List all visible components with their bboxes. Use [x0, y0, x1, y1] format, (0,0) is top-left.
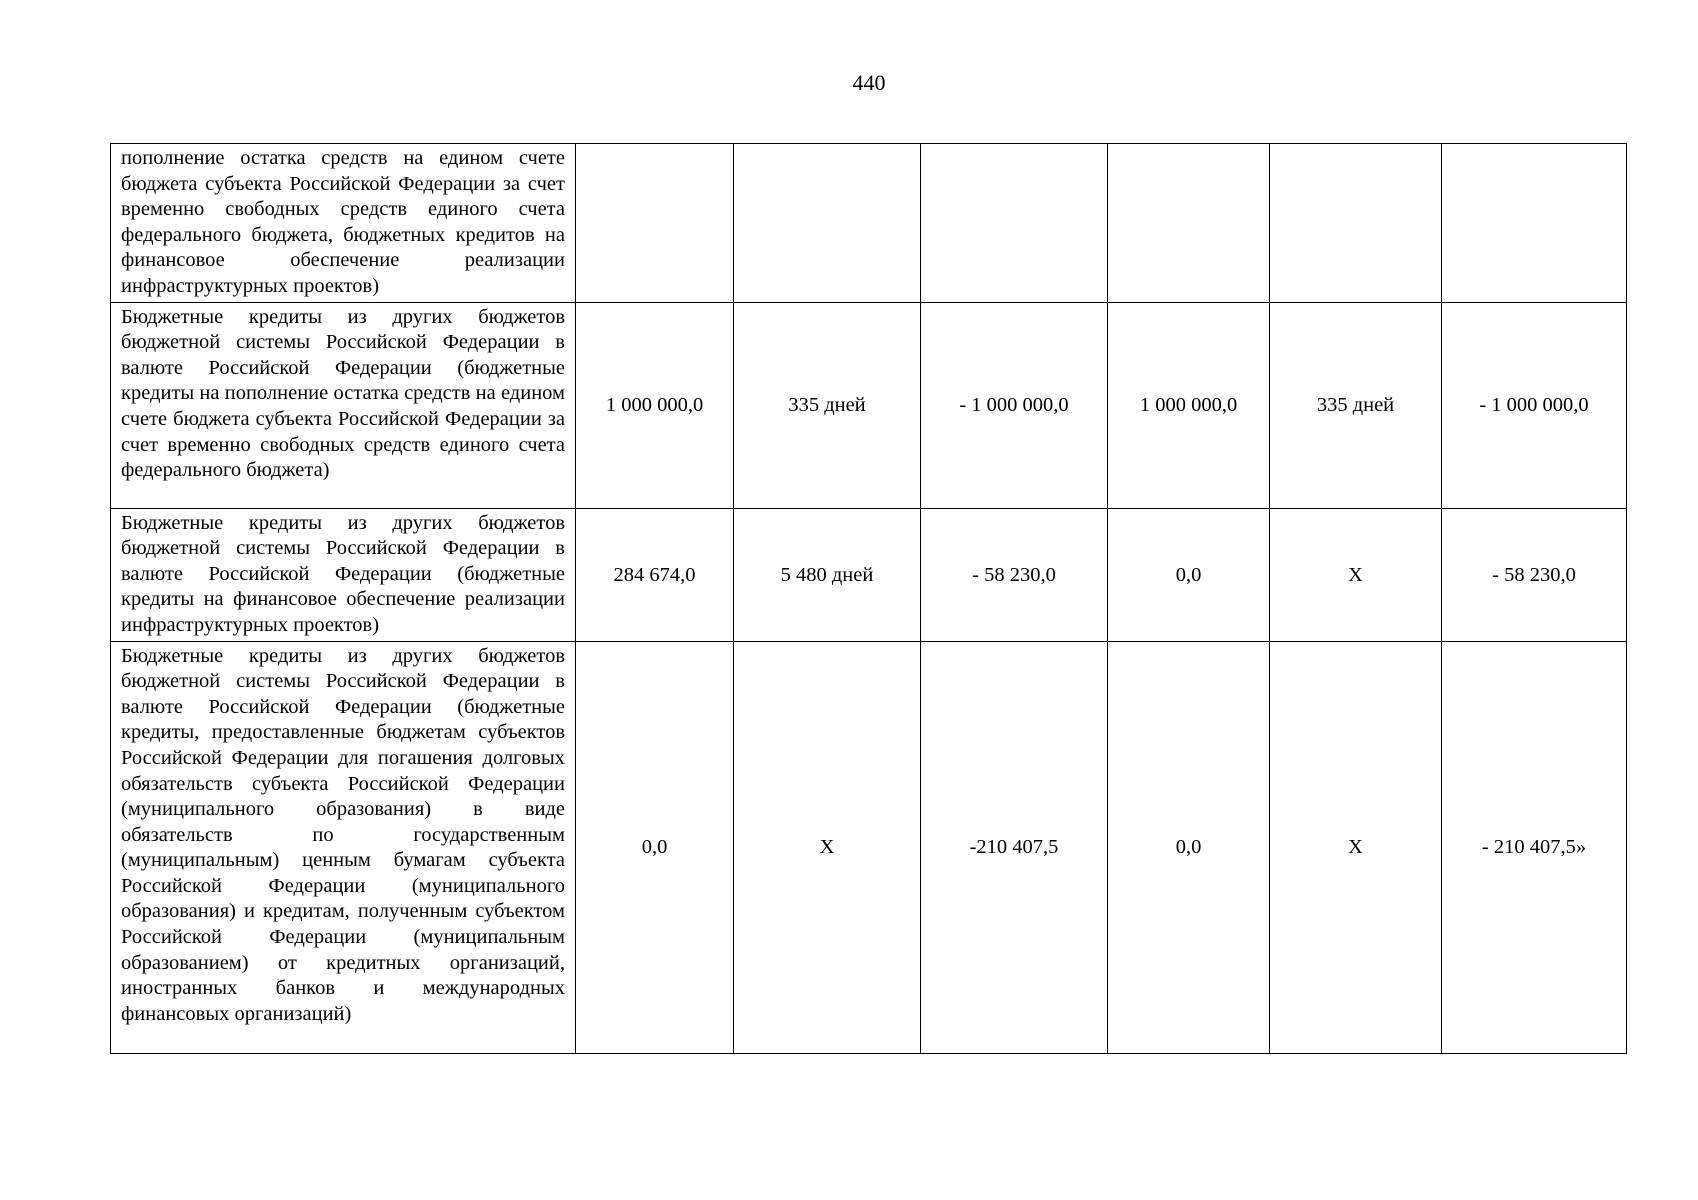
table-cell: 0,0 — [576, 641, 734, 1053]
table-cell: 0,0 — [1108, 641, 1270, 1053]
table-cell: Х — [734, 641, 921, 1053]
table-cell: Х — [1270, 508, 1442, 641]
row-description: пополнение остатка средств на едином счете бюджета субъекта Российской Федерации за счет временно свободных средств единого счета федерального бюджета, бюджетных кредитов на финансовое обеспечение реализации инфраструктурных проектов) — [111, 144, 576, 303]
table-cell: - 210 407,5» — [1442, 641, 1627, 1053]
table-row — [111, 641, 1627, 1053]
table-cell: - 1 000 000,0 — [1442, 302, 1627, 508]
table-cell: 1 000 000,0 — [1108, 302, 1270, 508]
table-cell: -210 407,5 — [921, 641, 1108, 1053]
table-cell: Х — [1270, 641, 1442, 1053]
table-cell: 335 дней — [734, 302, 921, 508]
table-cell: 335 дней — [1270, 302, 1442, 508]
table-cell — [576, 144, 734, 303]
table-cell — [1442, 144, 1627, 303]
row-description: Бюджетные кредиты из других бюджетов бюджетной системы Российской Федерации в валюте Российской Федерации (бюджетные кредиты на финансовое обеспечение реализации инфраструктурных проектов) — [111, 508, 576, 641]
row-description: Бюджетные кредиты из других бюджетов бюджетной системы Российской Федерации в валюте Российской Федерации (бюджетные кредиты на пополнение остатка средств на едином счете бюджета субъекта Российской Федерации за счет временно свободных средств единого счета федерального бюджета) — [111, 302, 576, 508]
table-cell — [1108, 144, 1270, 303]
budget-credits-table — [110, 143, 1627, 1054]
table-row — [111, 144, 1627, 303]
table-cell: - 58 230,0 — [1442, 508, 1627, 641]
table-cell — [734, 144, 921, 303]
table-cell — [1270, 144, 1442, 303]
row-description: Бюджетные кредиты из других бюджетов бюджетной системы Российской Федерации в валюте Российской Федерации (бюджетные кредиты, предоставленные бюджетам субъектов Российской Федерации для погашения долговых обязательств субъекта Российской Федерации (муниципального образования) в виде обязательств по государственным (муниципальным) ценным бумагам субъекта Российской Федерации (муниципального образования) и кредитам, полученным субъектом Российской Федерации (муниципальным образованием) от кредитных организаций, иностранных банков и международных финансовых организаций) — [111, 641, 576, 1053]
table-cell: 1 000 000,0 — [576, 302, 734, 508]
table-row — [111, 508, 1627, 641]
table-row — [111, 302, 1627, 508]
table-cell: 284 674,0 — [576, 508, 734, 641]
table-cell — [921, 144, 1108, 303]
table-cell: - 58 230,0 — [921, 508, 1108, 641]
table-cell: 5 480 дней — [734, 508, 921, 641]
table-cell: 0,0 — [1108, 508, 1270, 641]
table-cell: - 1 000 000,0 — [921, 302, 1108, 508]
page-number: 440 — [852, 70, 886, 95]
